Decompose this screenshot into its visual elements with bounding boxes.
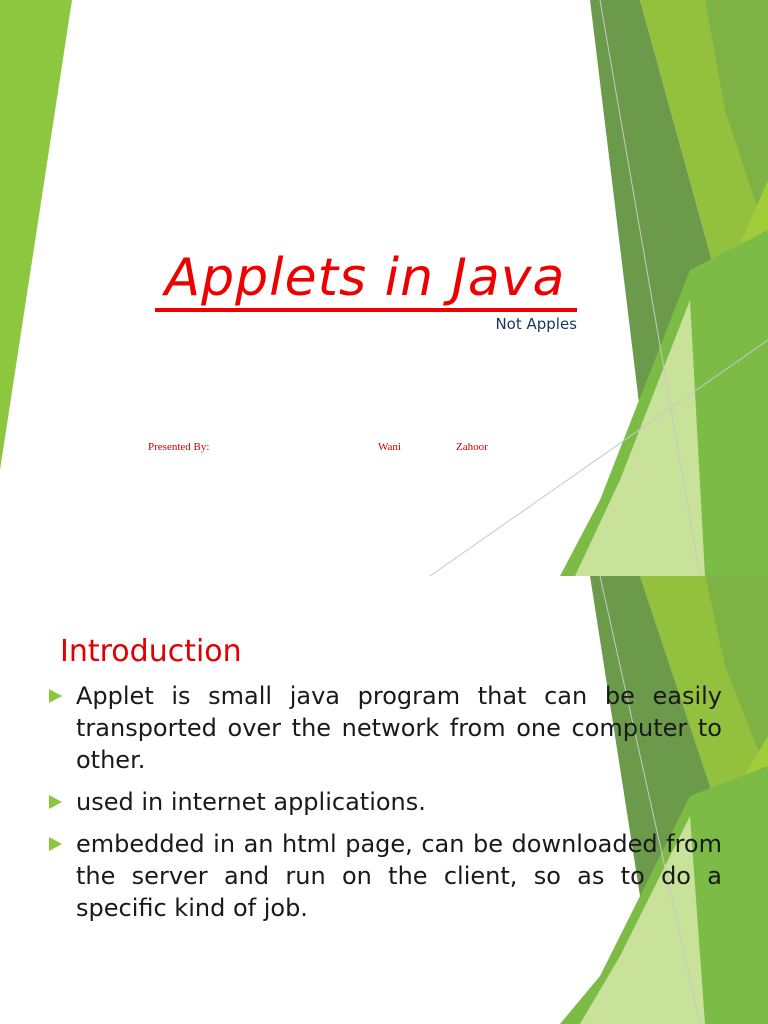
bullet-text: used in internet applications. (76, 788, 426, 816)
triangle-bullet-icon (49, 689, 62, 703)
introduction-slide (0, 576, 768, 1024)
left-accent-shape (0, 0, 72, 470)
bullet-text: embedded in an html page, can be downloaded from the server and run on the client, so as to do a specific kind of job. (76, 830, 722, 922)
list-item (46, 828, 722, 924)
presenter-last-name: Zahoor (456, 441, 488, 453)
bullet-list (46, 680, 722, 934)
slide-heading: Introduction (60, 634, 242, 669)
list-item (46, 786, 722, 818)
presenter-first-name: Wani (378, 441, 401, 453)
list-item (46, 680, 722, 776)
triangle-bullet-icon (49, 837, 62, 851)
slide-subtitle: Not Apples (495, 315, 577, 333)
slide-title: Applets in Java (164, 248, 566, 308)
triangle-bullet-icon (49, 795, 62, 809)
bullet-text: Applet is small java program that can be easily transported over the network from one computer to other. (76, 682, 722, 774)
presenter-label: Presented By: (148, 441, 210, 453)
title-underline (155, 308, 577, 312)
